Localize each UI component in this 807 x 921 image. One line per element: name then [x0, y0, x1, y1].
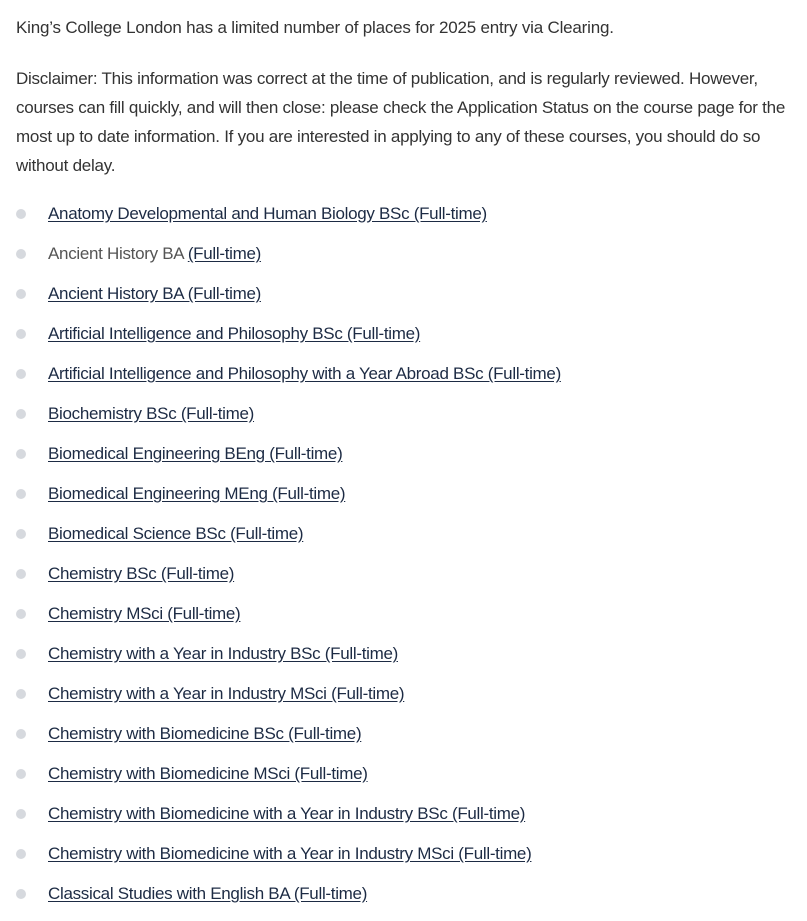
course-list-item [16, 724, 795, 764]
course-link[interactable]: Classical Studies with English BA (Full-time) [48, 884, 368, 903]
bullet-icon [16, 849, 26, 859]
intro-text: King’s College London has a limited number of places for 2025 entry via Clearing. [16, 18, 614, 37]
course-list-item [16, 804, 795, 844]
disclaimer-text: Disclaimer: This information was correct at the time of publication, and is regularly reviewed. However, courses can fill quickly, and will then close: please check the Application Status on the course page for the most up to date information. If you are interested in applying to any of these courses, you should do so without delay. [16, 69, 786, 175]
course-list [16, 180, 795, 921]
course-link[interactable]: Chemistry with Biomedicine BSc (Full-time) [48, 724, 362, 743]
bullet-icon [16, 209, 26, 219]
course-list-item [16, 244, 795, 284]
course-link[interactable]: Biomedical Engineering BEng (Full-time) [48, 444, 343, 463]
course-link[interactable]: Chemistry BSc (Full-time) [48, 564, 235, 583]
bullet-icon [16, 329, 26, 339]
course-list-item [16, 884, 795, 921]
course-name-text: Ancient History BA [48, 244, 188, 263]
course-list-item [16, 844, 795, 884]
course-list-item [16, 764, 795, 804]
course-link[interactable]: Chemistry with a Year in Industry BSc (Full-time) [48, 644, 398, 663]
course-link[interactable]: Biochemistry BSc (Full-time) [48, 404, 255, 423]
course-link[interactable]: Biomedical Engineering MEng (Full-time) [48, 484, 346, 503]
course-link[interactable]: Chemistry with Biomedicine with a Year in Industry MSci (Full-time) [48, 844, 532, 863]
bullet-icon [16, 889, 26, 899]
course-link[interactable]: Artificial Intelligence and Philosophy with a Year Abroad BSc (Full-time) [48, 364, 561, 383]
course-list-item [16, 324, 795, 364]
bullet-icon [16, 489, 26, 499]
course-list-item [16, 604, 795, 644]
course-link[interactable]: Chemistry with Biomedicine with a Year in Industry BSc (Full-time) [48, 804, 526, 823]
course-link[interactable]: Ancient History BA (Full-time) [48, 284, 261, 303]
course-list-item [16, 364, 795, 404]
course-link[interactable]: Anatomy Developmental and Human Biology BSc (Full-time) [48, 204, 487, 223]
bullet-icon [16, 729, 26, 739]
bullet-icon [16, 649, 26, 659]
bullet-icon [16, 609, 26, 619]
course-list-item [16, 484, 795, 524]
bullet-icon [16, 529, 26, 539]
bullet-icon [16, 769, 26, 779]
course-list-item [16, 404, 795, 444]
course-link[interactable]: Chemistry with Biomedicine MSci (Full-time) [48, 764, 368, 783]
bullet-icon [16, 569, 26, 579]
bullet-icon [16, 409, 26, 419]
course-list-item [16, 284, 795, 324]
course-list-item [16, 524, 795, 564]
bullet-icon [16, 689, 26, 699]
course-list-item [16, 564, 795, 604]
bullet-icon [16, 809, 26, 819]
course-mode-link[interactable]: (Full-time) [187, 244, 262, 263]
course-list-item [16, 644, 795, 684]
course-link[interactable]: Chemistry with a Year in Industry MSci (Full-time) [48, 684, 405, 703]
course-list-item [16, 204, 795, 244]
bullet-icon [16, 449, 26, 459]
course-list-item [16, 444, 795, 484]
course-link[interactable]: Biomedical Science BSc (Full-time) [48, 524, 304, 543]
bullet-icon [16, 369, 26, 379]
course-link[interactable]: Artificial Intelligence and Philosophy BSc (Full-time) [48, 324, 421, 343]
course-list-item [16, 684, 795, 724]
bullet-icon [16, 249, 26, 259]
bullet-icon [16, 289, 26, 299]
course-link[interactable]: Chemistry MSci (Full-time) [48, 604, 241, 623]
